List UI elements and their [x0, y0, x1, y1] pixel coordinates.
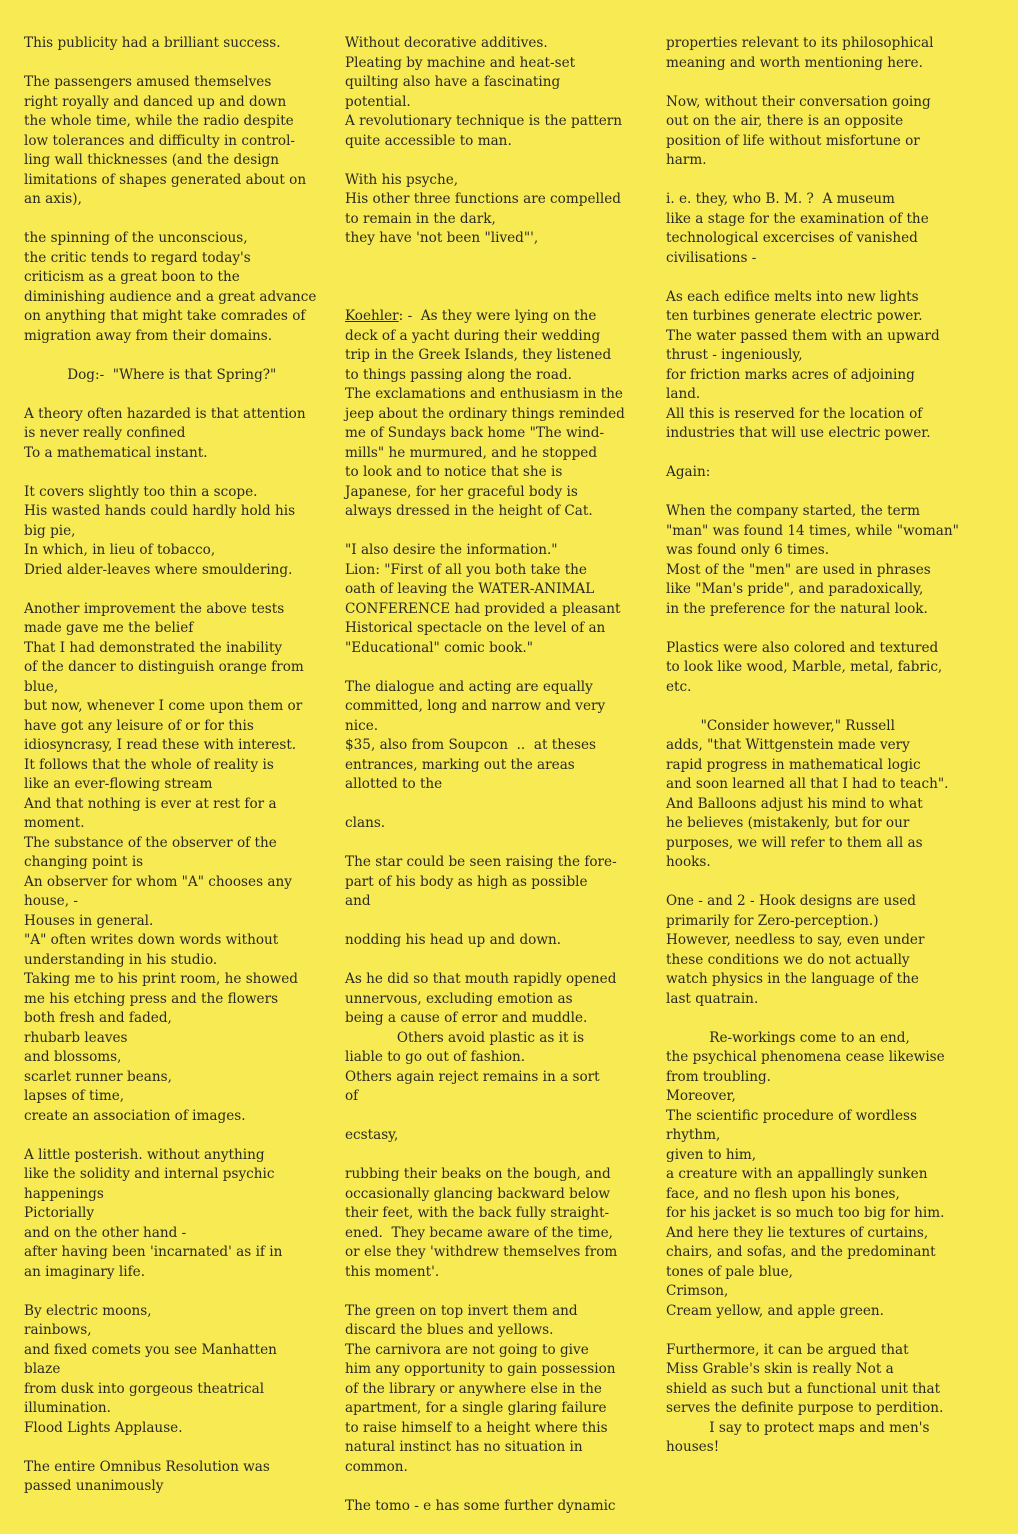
text-line: the spinning of the unconscious,	[24, 230, 248, 246]
text-line: It follows that the whole of reality is	[24, 756, 274, 773]
text-line: of the library or anywhere else in the	[345, 1380, 602, 1397]
text-line: Pictorially	[24, 1205, 95, 1221]
text-line: Another improvement the above tests	[24, 600, 285, 617]
text-line: after having been 'incarnated' as if in	[24, 1244, 283, 1260]
text-line: chairs, and sofas, and the predominant	[666, 1244, 936, 1260]
text-line: diminishing audience and a great advance	[24, 288, 317, 305]
right-text-column	[666, 34, 1006, 1458]
text-line: The passengers amused themselves	[24, 74, 272, 90]
text-line: lapses of time,	[24, 1088, 125, 1104]
text-line: for friction marks acres of adjoining	[666, 366, 915, 383]
text-line: the critic tends to regard today's	[24, 249, 251, 266]
text-line: To a mathematical instant.	[24, 444, 208, 461]
text-line	[345, 912, 663, 932]
text-line: CONFERENCE had provided a pleasant	[345, 600, 621, 617]
text-line: changing point is	[24, 854, 144, 870]
text-line	[345, 249, 663, 269]
left-text-column	[24, 34, 342, 1497]
text-line: have got any leisure of or for this	[24, 717, 254, 734]
text-line: to raise himself to a height where this	[345, 1419, 608, 1436]
text-line: natural instinct has no situation in	[345, 1439, 583, 1455]
text-line	[666, 268, 1006, 288]
text-line: A revolutionary technique is the pattern	[345, 113, 623, 129]
text-line: rhubarb leaves	[24, 1029, 128, 1046]
text-line: Re-workings come to an end,	[666, 1029, 910, 1046]
text-line: This publicity had a brilliant success.	[24, 35, 281, 51]
text-line: And that nothing is ever at rest for a	[24, 795, 277, 812]
text-line: is never really confined	[24, 425, 186, 441]
text-line: All this is reserved for the location of	[666, 405, 923, 422]
text-line: being a cause of error and muddle.	[345, 1010, 588, 1026]
text-line: Without decorative additives.	[345, 35, 548, 51]
text-line: blaze	[24, 1361, 61, 1377]
text-line: for his jacket is so much too big for him.	[666, 1205, 945, 1221]
text-line: The tomo - e has some further dynamic	[345, 1497, 616, 1514]
text-line: Koehler: - As they were lying on the	[345, 308, 597, 324]
text-line: ling wall thicknesses (and the design	[24, 152, 280, 168]
text-line: limitations of shapes generated about on	[24, 171, 307, 188]
text-line: Most of the "men" are used in phrases	[666, 561, 931, 578]
text-line: made gave me the belief	[24, 620, 194, 636]
text-line: Japanese, for her graceful body is	[345, 483, 578, 500]
text-line: However, needless to say, even under	[666, 932, 925, 948]
text-line: The carnivora are not going to give	[345, 1341, 589, 1358]
text-line	[345, 1107, 663, 1127]
text-line	[345, 522, 663, 542]
text-line	[345, 151, 663, 171]
text-line: moment.	[24, 815, 85, 831]
text-line: the psychical phenomena cease likewise	[666, 1049, 945, 1065]
text-line	[24, 1282, 342, 1302]
text-line: quilting also have a fascinating	[345, 74, 561, 90]
text-line: their feet, with the back fully straight-	[345, 1205, 610, 1221]
text-line: That I had demonstrated the inability	[24, 639, 283, 656]
text-line: potential.	[345, 93, 411, 110]
text-line: an imaginary life.	[24, 1263, 146, 1280]
text-line: quite accessible to man.	[345, 132, 512, 149]
text-line: to look and to notice that she is	[345, 464, 563, 480]
text-line: create an association of images.	[24, 1107, 246, 1124]
text-line: It covers slightly too thin a scope.	[24, 483, 258, 500]
text-line: ecstasy,	[345, 1127, 399, 1143]
text-line	[345, 288, 663, 308]
text-line: harm.	[666, 152, 707, 168]
text-line: common.	[345, 1458, 408, 1475]
text-line: Now, without their conversation going	[666, 93, 931, 110]
text-line: entrances, marking out the areas	[345, 756, 575, 773]
text-line: The exclamations and enthusiasm in the	[345, 386, 623, 402]
text-line: land.	[666, 386, 701, 402]
text-line	[345, 268, 663, 288]
text-line: The green on top invert them and	[345, 1302, 578, 1319]
text-line: clans.	[345, 815, 386, 831]
text-line: always dressed in the height of Cat.	[345, 503, 593, 519]
text-line: low tolerances and difficulty in control-	[24, 132, 296, 149]
text-line: Plastics were also colored and textured	[666, 639, 939, 656]
text-line: I say to protect maps and men's	[666, 1419, 930, 1436]
text-line: big pie,	[24, 522, 76, 539]
text-line: rubbing their beaks on the bough, and	[345, 1166, 611, 1182]
text-line: committed, long and narrow and very	[345, 698, 606, 714]
text-line: His wasted hands could hardly hold his	[24, 503, 296, 519]
text-line: last quatrain.	[666, 990, 759, 1007]
text-line: or else they 'withdrew themselves from	[345, 1244, 618, 1260]
text-line: And here they lie textures of curtains,	[666, 1224, 929, 1241]
text-line: Moreover,	[666, 1088, 736, 1104]
text-line: rainbows,	[24, 1322, 92, 1338]
text-line: idiosyncrasy, I read these with interest.	[24, 737, 297, 753]
text-line: discard the blues and yellows.	[345, 1322, 554, 1338]
text-line: illumination.	[24, 1400, 111, 1416]
text-line: nodding his head up and down.	[345, 932, 562, 948]
text-line: like the solidity and internal psychic	[24, 1166, 275, 1182]
text-line	[345, 1146, 663, 1166]
text-line: Others avoid plastic as it is	[345, 1029, 585, 1046]
text-line: i. e. they, who B. M. ? A museum	[666, 191, 895, 207]
text-line: the whole time, while the radio despite	[24, 113, 294, 129]
text-line: technological excercises of vanished	[666, 230, 918, 246]
text-line: face, and no flesh upon his bones,	[666, 1185, 900, 1202]
text-line: Again:	[666, 464, 711, 480]
text-line: on anything that might take comrades of	[24, 308, 306, 324]
text-line: from troubling.	[666, 1068, 771, 1085]
text-line	[24, 210, 342, 230]
text-line: they have 'not been "lived"',	[345, 230, 539, 246]
text-line: me his etching press and the flowers	[24, 990, 279, 1007]
text-line: industries that will use electric power.	[666, 425, 931, 441]
text-line: Pleating by machine and heat-set	[345, 54, 576, 71]
text-line: The entire Omnibus Resolution was	[24, 1458, 270, 1475]
text-line: adds, "that Wittgenstein made very	[666, 737, 910, 753]
text-line: given to him,	[666, 1146, 757, 1163]
text-line: in the preference for the natural look.	[666, 600, 928, 617]
text-line	[24, 580, 342, 600]
text-line: house, -	[24, 893, 78, 909]
text-line: As each edifice melts into new lights	[666, 288, 919, 305]
text-line: this moment'.	[345, 1263, 440, 1280]
text-line: Dried alder-leaves where smouldering.	[24, 561, 293, 578]
text-line: purposes, we will refer to them all as	[666, 834, 923, 851]
text-line: oath of leaving the WATER-ANIMAL	[345, 581, 595, 597]
text-line: properties relevant to its philosophical	[666, 35, 934, 51]
text-line: civilisations -	[666, 249, 757, 266]
text-line	[666, 171, 1006, 191]
text-line: criticism as a great boon to the	[24, 269, 240, 285]
text-line: and blossoms,	[24, 1049, 122, 1065]
text-line: tones of pale blue,	[666, 1263, 793, 1280]
text-line: like a stage for the examination of the	[666, 210, 929, 227]
text-line: hooks.	[666, 854, 711, 870]
text-line: me of Sundays back home "The wind-	[345, 425, 605, 441]
text-line: migration away from their domains.	[24, 327, 273, 344]
text-line: and fixed comets you see Manhatten	[24, 1341, 277, 1358]
text-line: His other three functions are compelled	[345, 191, 621, 207]
text-line: And Balloons adjust his mind to what	[666, 795, 923, 812]
text-line	[24, 1126, 342, 1146]
text-line: serves the definite purpose to perdition.	[666, 1400, 944, 1416]
text-line: understanding in his studio.	[24, 951, 218, 968]
text-line: was found only 6 times.	[666, 542, 830, 558]
text-line: Historical spectacle on the level of an	[345, 620, 606, 636]
text-line	[345, 834, 663, 854]
text-line: A little posterish. without anything	[24, 1146, 265, 1163]
text-line	[666, 697, 1006, 717]
text-line: happenings	[24, 1185, 104, 1202]
text-line	[345, 658, 663, 678]
text-line: Lion: "First of all you both take the	[345, 561, 587, 578]
text-line: etc.	[666, 678, 692, 695]
text-line: these conditions we do not actually	[666, 951, 910, 968]
text-line: rapid progress in mathematical logic	[666, 756, 921, 773]
text-line: nice.	[345, 717, 379, 734]
text-line: watch physics in the language of the	[666, 971, 919, 987]
text-line	[666, 444, 1006, 464]
text-line: The dialogue and acting are equally	[345, 678, 593, 695]
text-line	[24, 54, 342, 74]
middle-text-column	[345, 34, 663, 1516]
text-line	[666, 483, 1006, 503]
text-line	[666, 73, 1006, 93]
text-line: of	[345, 1088, 359, 1104]
text-line: position of life without misfortune or	[666, 132, 920, 149]
text-line: he believes (mistakenly, but for our	[666, 815, 910, 831]
text-line: unnervous, excluding emotion as	[345, 990, 573, 1007]
underlined-name: Koehler	[345, 308, 399, 324]
text-line: The substance of the observer of the	[24, 834, 277, 851]
text-line: Miss Grable's skin is really Not a	[666, 1361, 894, 1377]
text-line: like "Man's pride", and paradoxically,	[666, 581, 924, 597]
text-line	[24, 346, 342, 366]
text-line: mills" he murmured, and he stopped	[345, 444, 598, 461]
text-line: a creature with an appallingly sunken	[666, 1166, 928, 1182]
text-line: With his psyche,	[345, 171, 459, 188]
text-line: "man" was found 14 times, while "woman"	[666, 522, 959, 539]
text-line: scarlet runner beans,	[24, 1068, 172, 1085]
text-line: passed unanimously	[24, 1478, 164, 1494]
text-line: Cream yellow, and apple green.	[666, 1302, 884, 1319]
text-line: Others again reject remains in a sort	[345, 1068, 600, 1085]
text-line: deck of a yacht during their wedding	[345, 327, 601, 344]
text-line: like an ever-flowing stream	[24, 776, 213, 792]
text-line: to things passing along the road.	[345, 366, 572, 383]
text-line: primarily for Zero-perception.)	[666, 912, 879, 929]
text-line: The scientific procedure of wordless	[666, 1107, 917, 1124]
text-line: Dog:- "Where is that Spring?"	[24, 366, 277, 383]
text-line: occasionally glancing backward below	[345, 1185, 611, 1202]
text-line: Furthermore, it can be argued that	[666, 1341, 909, 1358]
text-line: As he did so that mouth rapidly opened	[345, 971, 617, 987]
text-line: Houses in general.	[24, 912, 154, 929]
text-line: but now, whenever I come upon them or	[24, 698, 303, 714]
text-line	[345, 795, 663, 815]
text-line: A theory often hazarded is that attention	[24, 405, 306, 422]
text-line: from dusk into gorgeous theatrical	[24, 1380, 265, 1397]
text-line: rhythm,	[666, 1127, 721, 1143]
text-line: An observer for whom "A" chooses any	[24, 873, 292, 890]
text-line: shield as such but a functional unit that	[666, 1380, 941, 1397]
text-line	[345, 1282, 663, 1302]
text-line: ten turbines generate electric power.	[666, 308, 923, 324]
text-line: and soon learned all that I had to teach".	[666, 776, 949, 792]
text-line: trip in the Greek Islands, they listened	[345, 347, 612, 363]
text-line: both fresh and faded,	[24, 1010, 172, 1026]
text-line: "Educational" comic book."	[345, 639, 533, 656]
text-line	[666, 1009, 1006, 1029]
text-line	[666, 1321, 1006, 1341]
text-line: The water passed them with an upward	[666, 327, 940, 344]
text-line: "A" often writes down words without	[24, 932, 279, 948]
text-line	[24, 385, 342, 405]
text-line: Taking me to his print room, he showed	[24, 971, 299, 987]
text-line: When the company started, the term	[666, 503, 921, 519]
text-line: and on the other hand -	[24, 1224, 187, 1241]
text-line: to remain in the dark,	[345, 210, 496, 227]
text-line: allotted to the	[345, 776, 443, 792]
text-line: an axis),	[24, 191, 82, 207]
text-line	[666, 873, 1006, 893]
text-line: Flood Lights Applause.	[24, 1419, 183, 1436]
text-line: of the dancer to distinguish orange from	[24, 659, 304, 675]
text-line: part of his body as high as possible	[345, 873, 588, 890]
text-line: $35, also from Soupcon .. at theses	[345, 737, 597, 753]
text-line: thrust - ingeniously,	[666, 347, 803, 363]
text-line	[345, 951, 663, 971]
text-line: liable to go out of fashion.	[345, 1049, 526, 1065]
text-line	[24, 463, 342, 483]
text-line: jeep about the ordinary things reminded	[345, 405, 625, 422]
text-line: Crimson,	[666, 1283, 729, 1299]
text-line: meaning and worth mentioning here.	[666, 54, 923, 71]
text-line: him any opportunity to gain possession	[345, 1361, 616, 1377]
text-line: By electric moons,	[24, 1302, 152, 1319]
text-line: out on the air, there is an opposite	[666, 113, 904, 129]
text-line: and	[345, 893, 371, 909]
text-line: In which, in lieu of tobacco,	[24, 542, 216, 558]
text-line: The star could be seen raising the fore-	[345, 854, 617, 870]
text-line	[24, 1438, 342, 1458]
text-line: blue,	[24, 678, 59, 695]
text-line: apartment, for a single glaring failure	[345, 1400, 607, 1416]
text-line: right royally and danced up and down	[24, 93, 287, 110]
text-line	[345, 1477, 663, 1497]
text-line	[666, 619, 1006, 639]
text-line: to look like wood, Marble, metal, fabric,	[666, 659, 943, 675]
text-line: "Consider however," Russell	[666, 717, 895, 734]
text-line: houses!	[666, 1439, 720, 1455]
text-line: One - and 2 - Hook designs are used	[666, 893, 916, 909]
text-line: ened. They became aware of the time,	[345, 1224, 613, 1241]
text-line: "I also desire the information."	[345, 542, 558, 558]
